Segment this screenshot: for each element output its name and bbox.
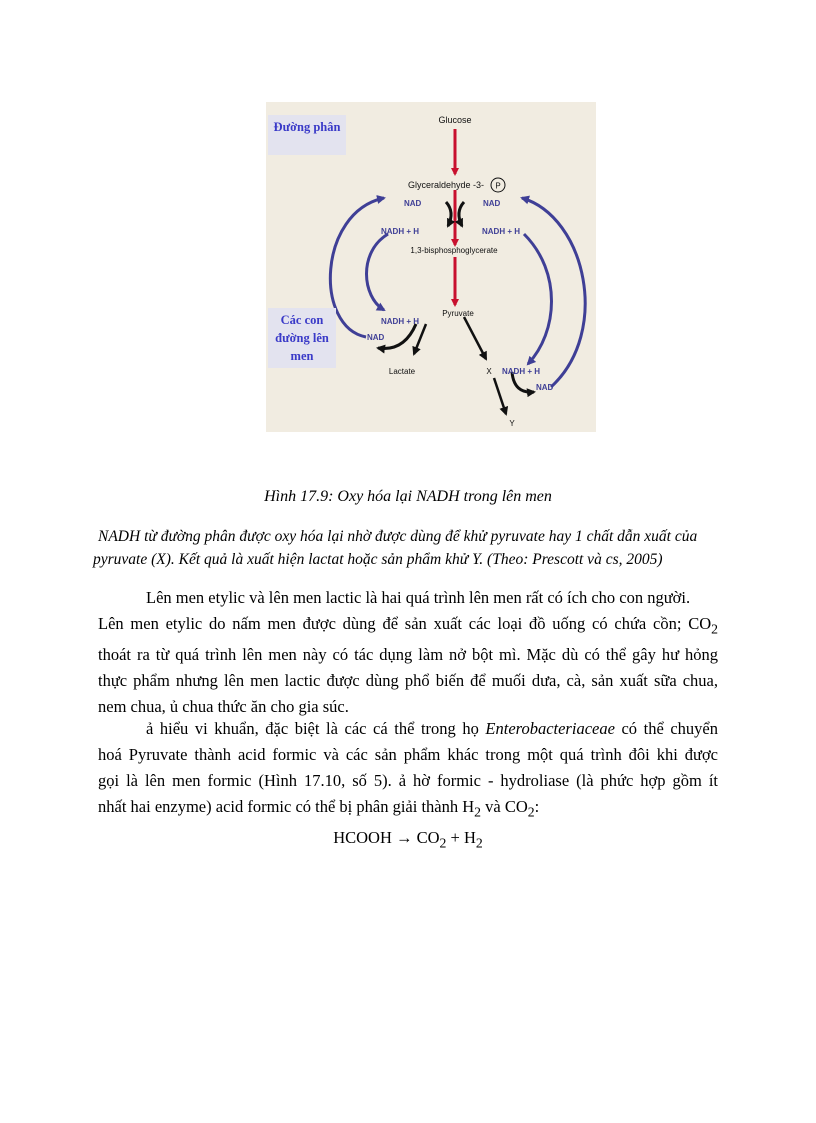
- para-text: Lên men etylic do nấm men được dùng để sản xuất các loại đồ uống có chứa cồn; CO: [98, 614, 712, 633]
- formula-arrow: →: [396, 828, 413, 847]
- tag-fermentation: [268, 308, 336, 368]
- label-x: X: [486, 367, 492, 376]
- label-lactate: Lactate: [388, 367, 416, 376]
- label-nad-right: NAD: [483, 199, 501, 208]
- figure-note-line: NADH từ đường phân được oxy hóa lại nhờ được dùng để khử pyruvate hay 1 chất dẫn xuất của: [98, 528, 698, 545]
- label-nad-left: NAD: [404, 199, 422, 208]
- tag-glycolysis-text: Đường phân: [273, 120, 341, 134]
- paragraph-1: [98, 585, 718, 720]
- label-nad-lactate: NAD: [367, 333, 385, 342]
- fermentation-diagram: [266, 102, 596, 432]
- arrow-nad-return-left: [330, 198, 384, 337]
- subscript: 2: [527, 804, 535, 820]
- nad-reduction-right: [459, 202, 464, 226]
- para-line: hoá Pyruvate thành acid formic và các sản phẩm khác trong một quá trình đôi khi được: [98, 745, 718, 764]
- subscript: 2: [711, 621, 718, 637]
- arrow-nadh-to-lactate-branch: [367, 234, 389, 310]
- formula-part: + H: [446, 828, 476, 847]
- arrow-pyruvate-x: [464, 317, 486, 359]
- formula-part: CO: [412, 828, 440, 847]
- para-line: [98, 611, 718, 642]
- tag-glycolysis: [268, 115, 346, 155]
- arrow-nadh-to-x-branch: [524, 234, 552, 364]
- tag-fermentation-line: đường lên: [275, 331, 329, 345]
- label-pyruvate: Pyruvate: [442, 309, 474, 318]
- paragraph-2: [98, 716, 718, 825]
- label-nad-x: NAD: [536, 383, 554, 392]
- label-nadh-right: NADH + H: [482, 227, 521, 236]
- para-text: và CO: [481, 797, 528, 816]
- subscript: 2: [439, 835, 447, 851]
- subscript: 2: [474, 804, 482, 820]
- subscript: 2: [475, 835, 483, 851]
- arrow-x-y: [494, 378, 506, 414]
- formula-part: HCOOH: [333, 828, 396, 847]
- label-nadh-left: NADH + H: [381, 227, 420, 236]
- label-glucose: Glucose: [438, 115, 472, 125]
- formula: [0, 828, 816, 851]
- para-line: gọi là lên men formic (Hình 17.10, số 5). ả hờ formic - hydroliase (là phức hợp gồm ít: [98, 771, 718, 790]
- para-text: :: [534, 797, 540, 816]
- tag-fermentation-line: Các con: [280, 313, 324, 327]
- label-nadh-lactate: NADH + H: [381, 317, 420, 326]
- label-nadh-x: NADH + H: [502, 367, 541, 376]
- para-line: nem chua, ủ chua thức ăn cho gia súc.: [98, 697, 349, 717]
- italic-term: Enterobacteriaceae: [485, 719, 615, 738]
- para-text: nhất hai enzyme) acid formic có thể bị phân giải thành H: [98, 797, 475, 816]
- para-line: thoát ra từ quá trình lên men này có tác dụng làm nở bột mì. Mặc dù có thể gây hư hỏng: [98, 645, 718, 665]
- figure-note-line: pyruvate (X). Kết quả là xuất hiện lactat hoặc sản phẩm khử Y. (Theo: Prescott và cs, 2005): [93, 551, 663, 568]
- para-line: [98, 716, 718, 742]
- label-bpg: 1,3-bisphosphoglycerate: [410, 246, 498, 255]
- para-line: thực phẩm nhưng lên men lactic được dùng phổ biến để muối dưa, cà, sản xuất sữa chua,: [98, 671, 718, 691]
- para-line: Lên men etylic và lên men lactic là hai quá trình lên men rất có ích cho con người.: [146, 588, 691, 607]
- label-phosphate: P: [495, 181, 501, 191]
- nad-reduction-left: [446, 202, 451, 226]
- arrow-pyruvate-lactate: [414, 324, 426, 354]
- label-g3p: Glyceraldehyde -3-: [407, 180, 485, 190]
- para-text: có thể chuyển: [614, 719, 718, 738]
- para-line: [98, 794, 718, 825]
- figure-caption: Hình 17.9: Oxy hóa lại NADH trong lên men: [264, 488, 552, 505]
- label-y: Y: [509, 419, 515, 428]
- tag-fermentation-line: men: [290, 349, 314, 363]
- para-text: ả hiểu vi khuẩn, đặc biệt là các cá thể trong họ: [146, 719, 486, 738]
